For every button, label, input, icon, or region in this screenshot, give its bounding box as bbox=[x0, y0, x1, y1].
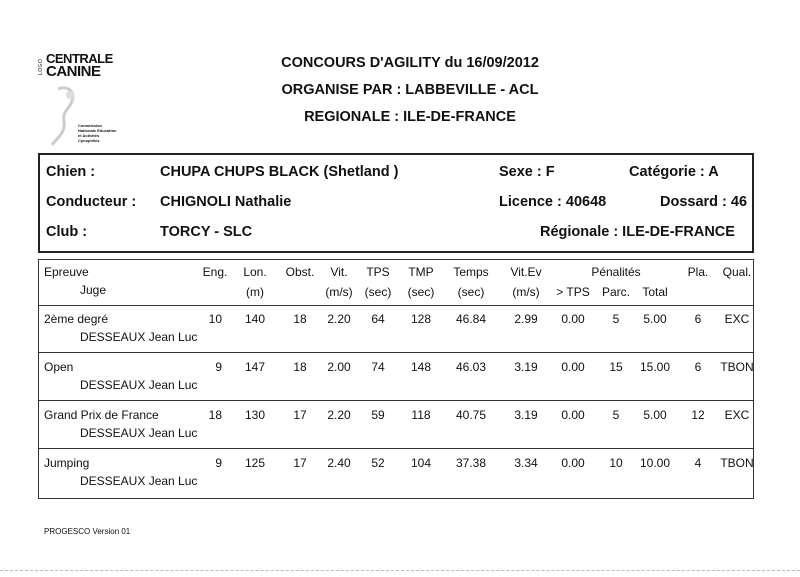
cell-lon: 125 bbox=[244, 456, 266, 470]
cell-pla: 4 bbox=[694, 456, 702, 470]
header-eng: Eng. bbox=[202, 265, 228, 279]
cell-pen-tps: 0.00 bbox=[561, 408, 585, 422]
cell-epreuve: 2ème degré bbox=[44, 312, 109, 326]
logo-line-2: CANINE bbox=[46, 63, 101, 80]
club-value: TORCY - SLC bbox=[160, 224, 253, 240]
header-tps: TPS bbox=[366, 265, 390, 279]
cell-obst: 17 bbox=[293, 408, 307, 422]
cell-tmp: 128 bbox=[410, 312, 432, 326]
cell-vit: 2.40 bbox=[327, 456, 351, 470]
cell-pen-parc: 15 bbox=[609, 360, 623, 374]
row-divider bbox=[39, 448, 753, 449]
cell-tmp: 148 bbox=[410, 360, 432, 374]
cell-vitev: 3.19 bbox=[514, 360, 538, 374]
footer-version: PROGESCO Version 01 bbox=[44, 527, 131, 536]
cell-tmp: 118 bbox=[411, 408, 431, 422]
cell-temps: 46.84 bbox=[455, 312, 487, 326]
header-pen-parc: Parc. bbox=[601, 285, 631, 299]
cell-vit: 2.00 bbox=[327, 360, 351, 374]
cell-eng: 18 bbox=[208, 408, 222, 422]
competitor-info-box bbox=[38, 153, 754, 253]
cell-obst: 17 bbox=[293, 456, 307, 470]
cell-epreuve: Jumping bbox=[44, 456, 90, 470]
cell-pen-parc: 5 bbox=[612, 408, 620, 422]
header-vit-unit: (m/s) bbox=[325, 285, 353, 299]
cell-tps: 74 bbox=[371, 360, 385, 374]
cell-pen-total: 10.00 bbox=[639, 456, 671, 470]
cell-qual: EXC bbox=[724, 408, 750, 422]
cell-juge: DESSEAUX Jean Luc bbox=[80, 330, 198, 344]
cell-epreuve: Grand Prix de France bbox=[44, 408, 159, 422]
cell-lon: 147 bbox=[244, 360, 266, 374]
cell-qual: EXC bbox=[724, 312, 750, 326]
club-label: Club : bbox=[46, 224, 88, 240]
results-table bbox=[38, 259, 754, 499]
header-tmp-unit: (sec) bbox=[407, 285, 435, 299]
chien-value: CHUPA CHUPS BLACK (Shetland ) bbox=[160, 164, 399, 180]
header-title: CONCOURS D'AGILITY du 16/09/2012 bbox=[281, 55, 539, 71]
cell-tmp: 104 bbox=[410, 456, 432, 470]
cell-qual: TBON bbox=[720, 360, 754, 374]
header-regionale: REGIONALE : ILE-DE-FRANCE bbox=[304, 109, 516, 125]
header-temps: Temps bbox=[453, 265, 489, 279]
licence-value: Licence : 40648 bbox=[499, 194, 607, 210]
cell-tps: 59 bbox=[371, 408, 385, 422]
cell-pen-total: 5.00 bbox=[643, 408, 667, 422]
logo-line-1: CENTRALE bbox=[46, 51, 113, 66]
header-vit: Vit. bbox=[330, 265, 348, 279]
dossard-value: Dossard : 46 bbox=[660, 194, 748, 210]
cell-pla: 12 bbox=[691, 408, 705, 422]
header-divider bbox=[39, 305, 753, 306]
cell-temps: 40.75 bbox=[455, 408, 487, 422]
cell-juge: DESSEAUX Jean Luc bbox=[80, 426, 198, 440]
cell-vitev: 2.99 bbox=[514, 312, 538, 326]
logo-centrale-canine bbox=[38, 45, 117, 155]
conducteur-label: Conducteur : bbox=[46, 194, 137, 210]
header-epreuve: Epreuve bbox=[44, 265, 89, 279]
cell-pen-tps: 0.00 bbox=[561, 360, 585, 374]
header-temps-unit: (sec) bbox=[457, 285, 485, 299]
header-organiser: ORGANISE PAR : LABBEVILLE - ACL bbox=[281, 82, 539, 98]
cell-vitev: 3.34 bbox=[514, 456, 538, 470]
row-divider bbox=[39, 352, 753, 353]
header-pla: Pla. bbox=[687, 265, 709, 279]
cell-pen-total: 15.00 bbox=[639, 360, 671, 374]
cell-pen-tps: 0.00 bbox=[561, 456, 585, 470]
cell-tps: 64 bbox=[371, 312, 385, 326]
categorie-value: Catégorie : A bbox=[629, 164, 719, 180]
cell-vit: 2.20 bbox=[327, 312, 351, 326]
cell-epreuve: Open bbox=[44, 360, 74, 374]
row-divider bbox=[39, 400, 753, 401]
cell-obst: 18 bbox=[293, 360, 307, 374]
conducteur-value: CHIGNOLI Nathalie bbox=[160, 194, 292, 210]
sexe-value: Sexe : F bbox=[499, 164, 555, 180]
header-vitev: Vit.Ev bbox=[510, 265, 542, 279]
cell-pen-parc: 10 bbox=[609, 456, 623, 470]
cell-vitev: 3.19 bbox=[514, 408, 538, 422]
scan-edge-divider bbox=[0, 570, 800, 571]
cell-qual: TBON bbox=[720, 456, 754, 470]
header-vitev-unit: (m/s) bbox=[512, 285, 540, 299]
cell-lon: 140 bbox=[244, 312, 266, 326]
chien-label: Chien : bbox=[46, 164, 96, 180]
cell-temps: 37.38 bbox=[455, 456, 487, 470]
cell-pla: 6 bbox=[694, 360, 702, 374]
cell-eng: 9 bbox=[215, 456, 222, 470]
logo-side-text: LOGO bbox=[38, 58, 44, 75]
cell-pen-parc: 5 bbox=[612, 312, 620, 326]
header-lon-unit: (m) bbox=[246, 285, 264, 299]
cell-pla: 6 bbox=[694, 312, 702, 326]
cell-obst: 18 bbox=[293, 312, 307, 326]
cell-lon: 130 bbox=[244, 408, 266, 422]
header-juge: Juge bbox=[80, 283, 107, 297]
header-tmp: TMP bbox=[408, 265, 434, 279]
cell-tps: 52 bbox=[371, 456, 385, 470]
cell-temps: 46.03 bbox=[455, 360, 487, 374]
cell-juge: DESSEAUX Jean Luc bbox=[80, 474, 198, 488]
header-penalites: Pénalités bbox=[591, 265, 641, 279]
header-qual: Qual. bbox=[722, 265, 752, 279]
header-pen-total: Total bbox=[642, 285, 668, 299]
logo-commission-text: Commission Nationale Education et Activités Cynophiles bbox=[78, 123, 117, 143]
cell-pen-tps: 0.00 bbox=[561, 312, 585, 326]
header-lon: Lon. bbox=[243, 265, 267, 279]
cell-juge: DESSEAUX Jean Luc bbox=[80, 378, 198, 392]
regionale-value: Régionale : ILE-DE-FRANCE bbox=[540, 224, 735, 240]
header-obst: Obst. bbox=[285, 265, 315, 279]
cell-vit: 2.20 bbox=[327, 408, 351, 422]
header-tps-unit: (sec) bbox=[364, 285, 392, 299]
cell-eng: 9 bbox=[215, 360, 222, 374]
cell-pen-total: 5.00 bbox=[643, 312, 667, 326]
cell-eng: 10 bbox=[208, 312, 222, 326]
header-pen-tps: > TPS bbox=[556, 285, 590, 299]
